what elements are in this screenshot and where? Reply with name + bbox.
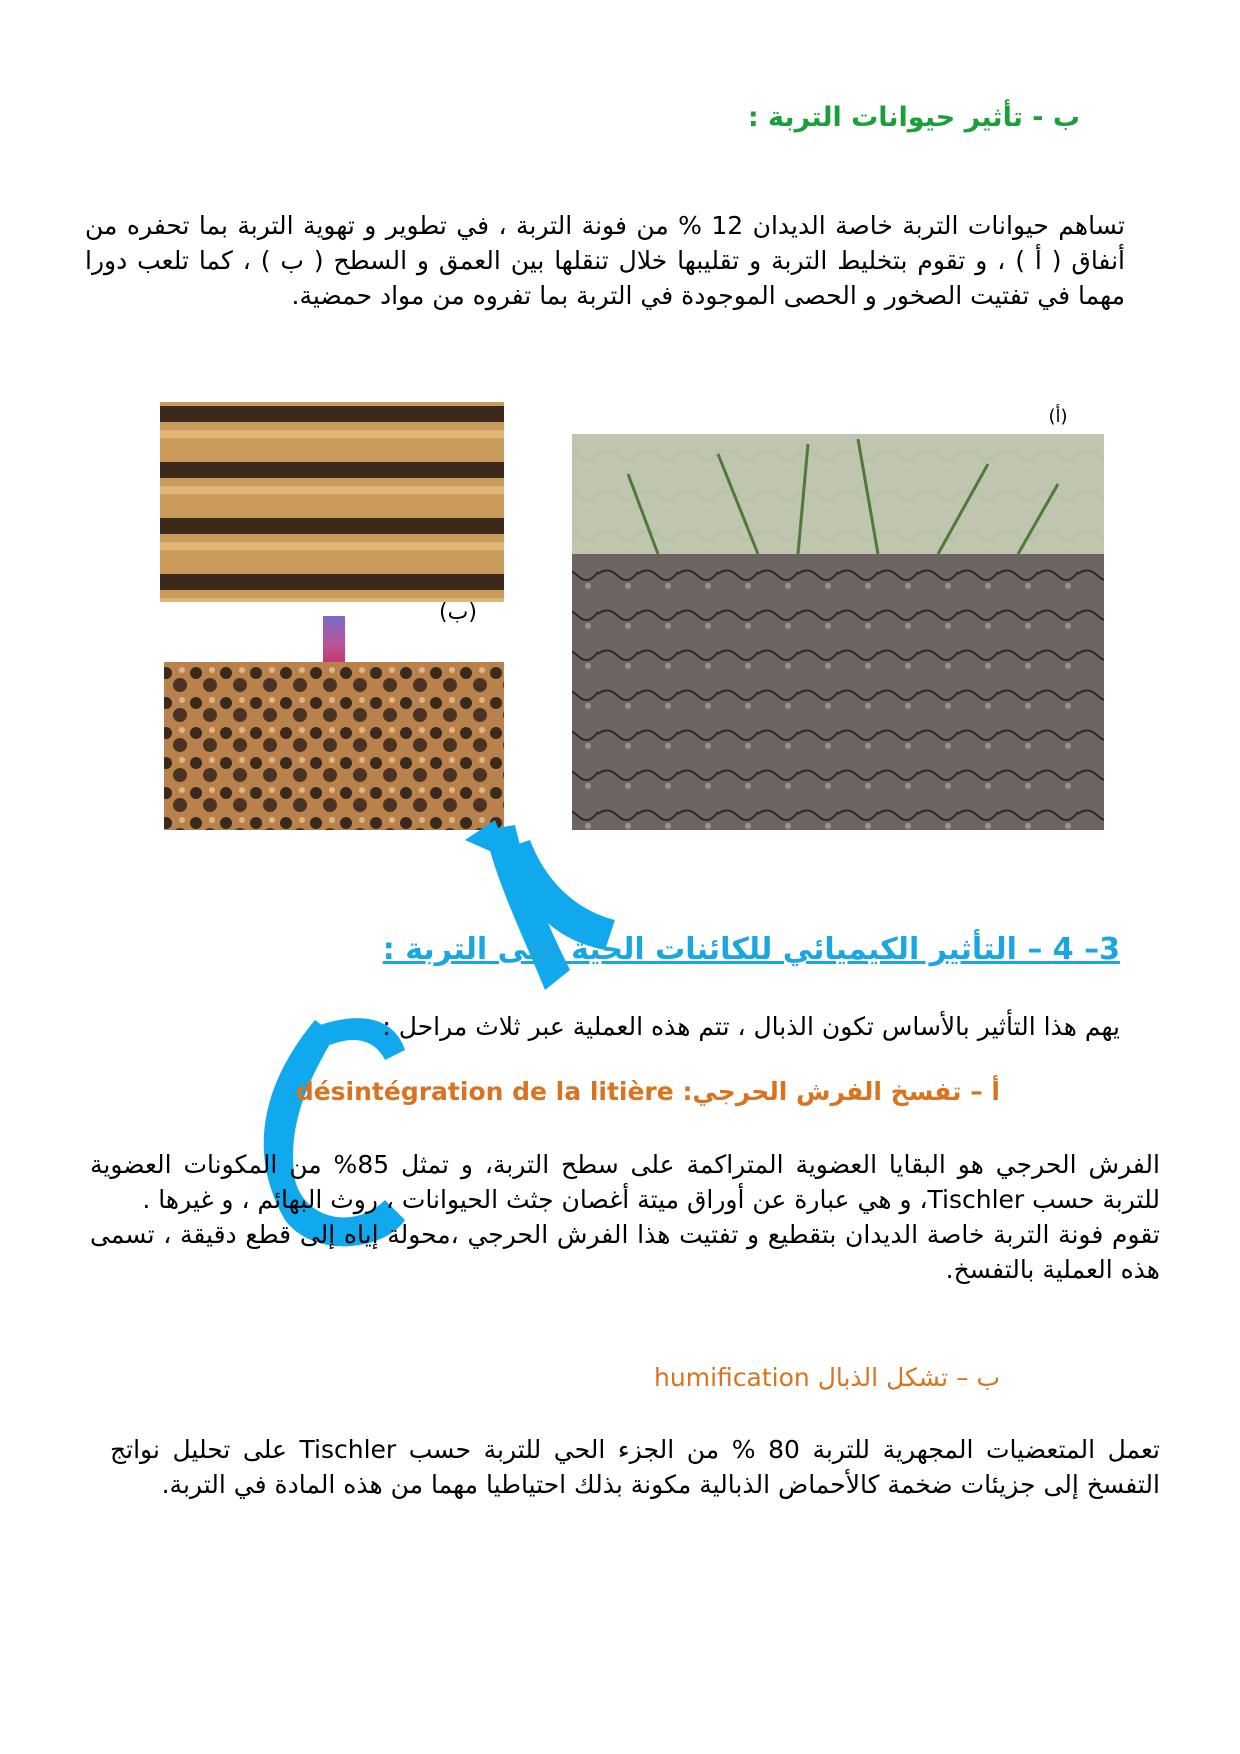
section-b-heading: ب - تأثير حيوانات التربة :	[747, 102, 1080, 133]
figure-label-a: (أ)	[1048, 406, 1068, 427]
soil-figure-svg	[158, 394, 1108, 830]
section-3-heading: 3– 4 – التأثير الكيميائي للكائنات الحية على التربة :	[382, 932, 1120, 967]
subsection-b-heading: ب – تشكل الذبال humification	[654, 1363, 1000, 1392]
soil-figure	[158, 394, 1108, 830]
section-3-intro: يهم هذا التأثير بالأساس تكون الذبال ، تتم هذه العملية عبر ثلاث مراحل :	[382, 1012, 1120, 1041]
paragraph-litter: الفرش الحرجي هو البقايا العضوية المتراكمة على سطح التربة، و تمثل 85% من المكونات العضوية للتربة حسب Tischler، و هي عبارة عن أوراق ميتة أغصان جثث الحيوانات ، روث البهائم ، و غيرها . تقوم فونة التربة خاصة الديدان بتقطيع و تفتيت هذا الفرش الحرجي ،محولة إياه إلى قطع دقيقة ، تسمى هذه العملية بالتفسخ.	[90, 1150, 1160, 1284]
mixed-soil-image	[164, 662, 504, 830]
paragraph-humification: تعمل المتعضيات المجهرية للتربة 80 % من الجزء الحي للتربة حسب Tischler على تحليل نواتج التفسخ إلى جزيئات ضخمة كالأحماض الذبالية مكونة بذلك احتياطيا مهما من هذه المادة في التربة.	[110, 1435, 1160, 1499]
paragraph-soil-animals: تساهم حيوانات التربة خاصة الديدان 12 % من فونة التربة ، في تطوير و تهوية التربة بما تحفره من أنفاق ( أ ) ، و تقوم بتخليط التربة و تقليبها خلال تنقلها بين العمق و السطح ( ب ) ، كما تلعب دورا مهما في تفتيت الصخور و الحصى الموجودة في التربة بما تفروه من مواد حمضية.	[85, 211, 1125, 310]
subsection-a-heading: أ – تفسخ الفرش الحرجي: désintégration de la litière	[295, 1077, 1000, 1106]
figure-label-b: (ب)	[439, 600, 477, 625]
down-arrow-shaft	[323, 616, 345, 662]
layered-soil-image	[160, 402, 504, 602]
